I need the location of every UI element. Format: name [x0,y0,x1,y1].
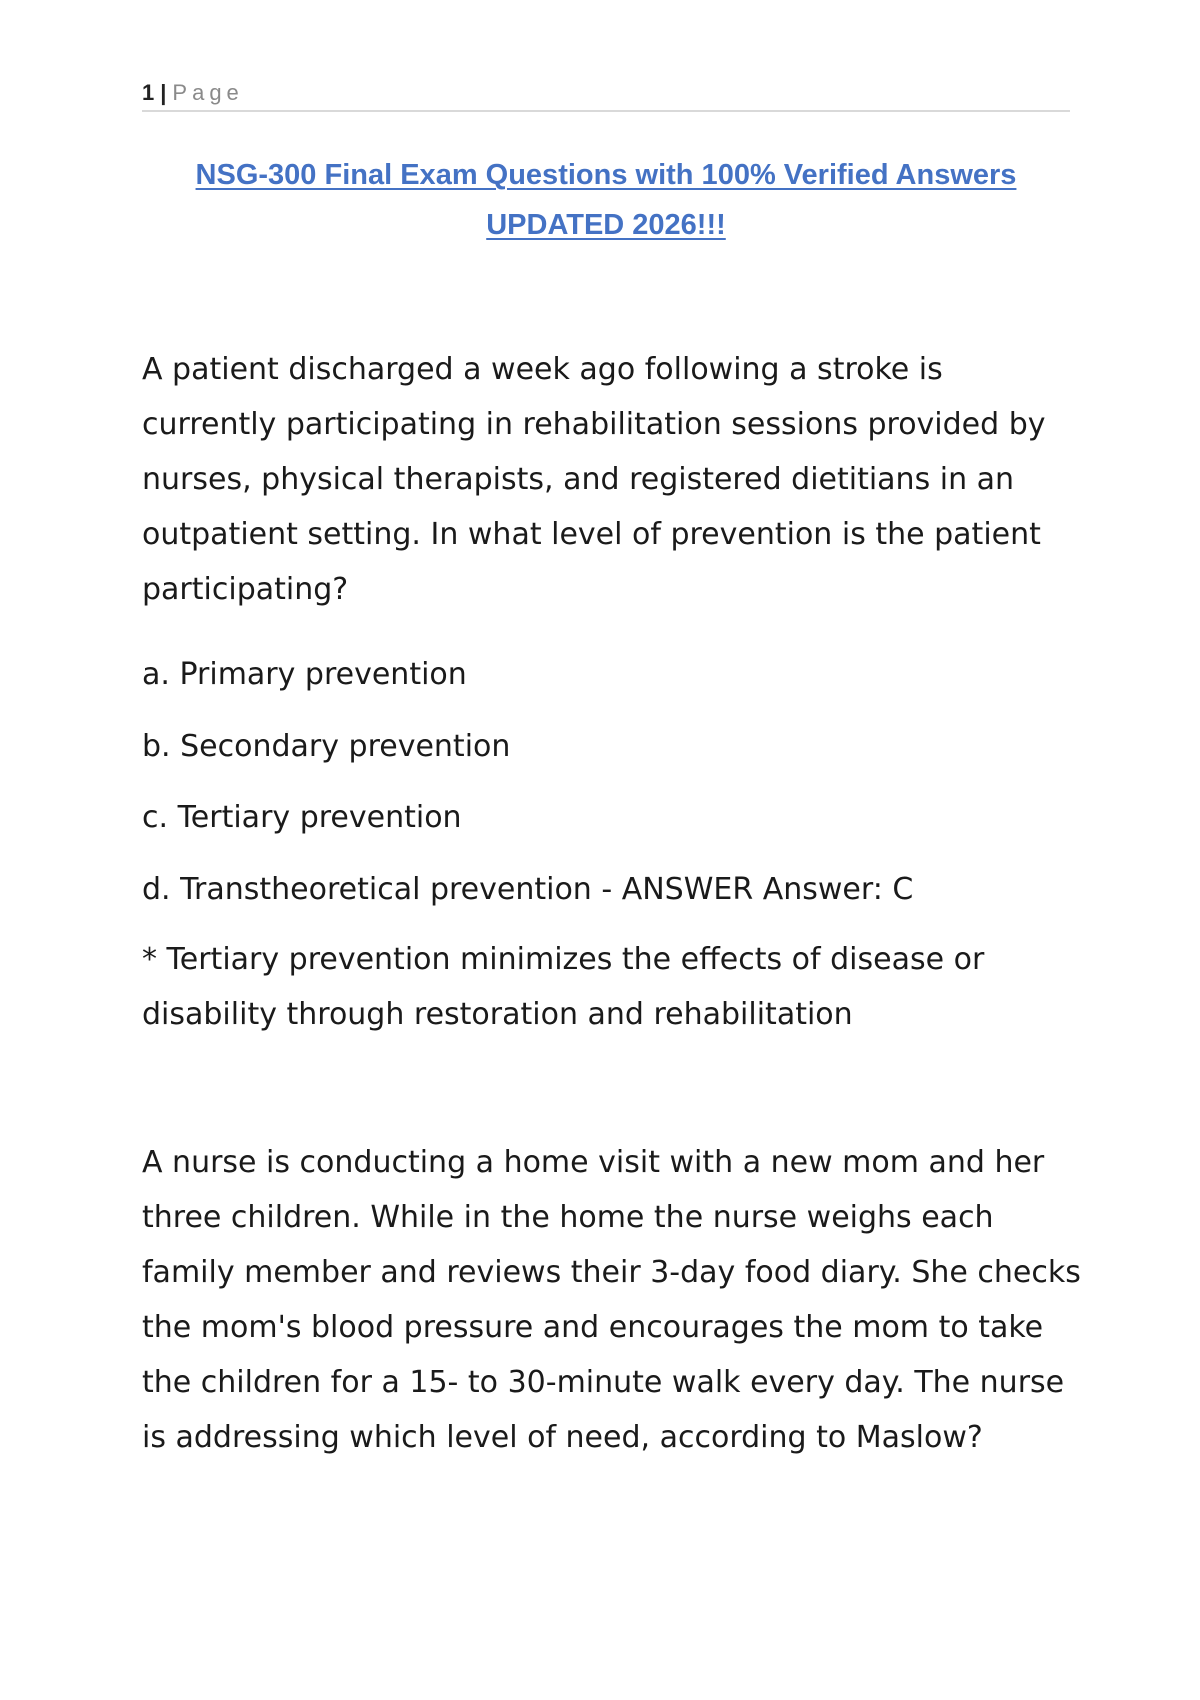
question-1-option-d: d. Transtheoretical prevention - ANSWER Answer: C [142,872,914,907]
question-1-option-a: a. Primary prevention [142,657,467,692]
question-1-stem: A patient discharged a week ago following a stroke is currently participating in rehabilitation sessions provided by nurses, physical therapists, and registered dietitians in an outpatient setting. In what level of prevention is the patient participating? [142,352,1046,607]
header-separator: | [160,80,167,105]
page-header [142,78,1070,112]
question-2-stem: A nurse is conducting a home visit with a new mom and her three children. While in the home the nurse weighs each family member and reviews their 3-day food diary. She checks the mom's blood pressure and encourages the mom to take the children for a 15- to 30-minute walk every day. The nurse is addressing which level of need, according to Maslow? [142,1145,1081,1455]
question-1-option-c: c. Tertiary prevention [142,800,462,835]
page-number: 1 [142,80,155,105]
title-line-2: UPDATED 2026!!! [486,209,726,241]
title-line-1: NSG-300 Final Exam Questions with 100% Verified Answers [195,159,1017,191]
question-1-option-b: b. Secondary prevention [142,729,511,764]
question-1-rationale: * Tertiary prevention minimizes the effects of disease or disability through restoration and rehabilitation [142,942,985,1032]
document-title [142,150,1070,250]
page-label: Page [172,80,244,105]
